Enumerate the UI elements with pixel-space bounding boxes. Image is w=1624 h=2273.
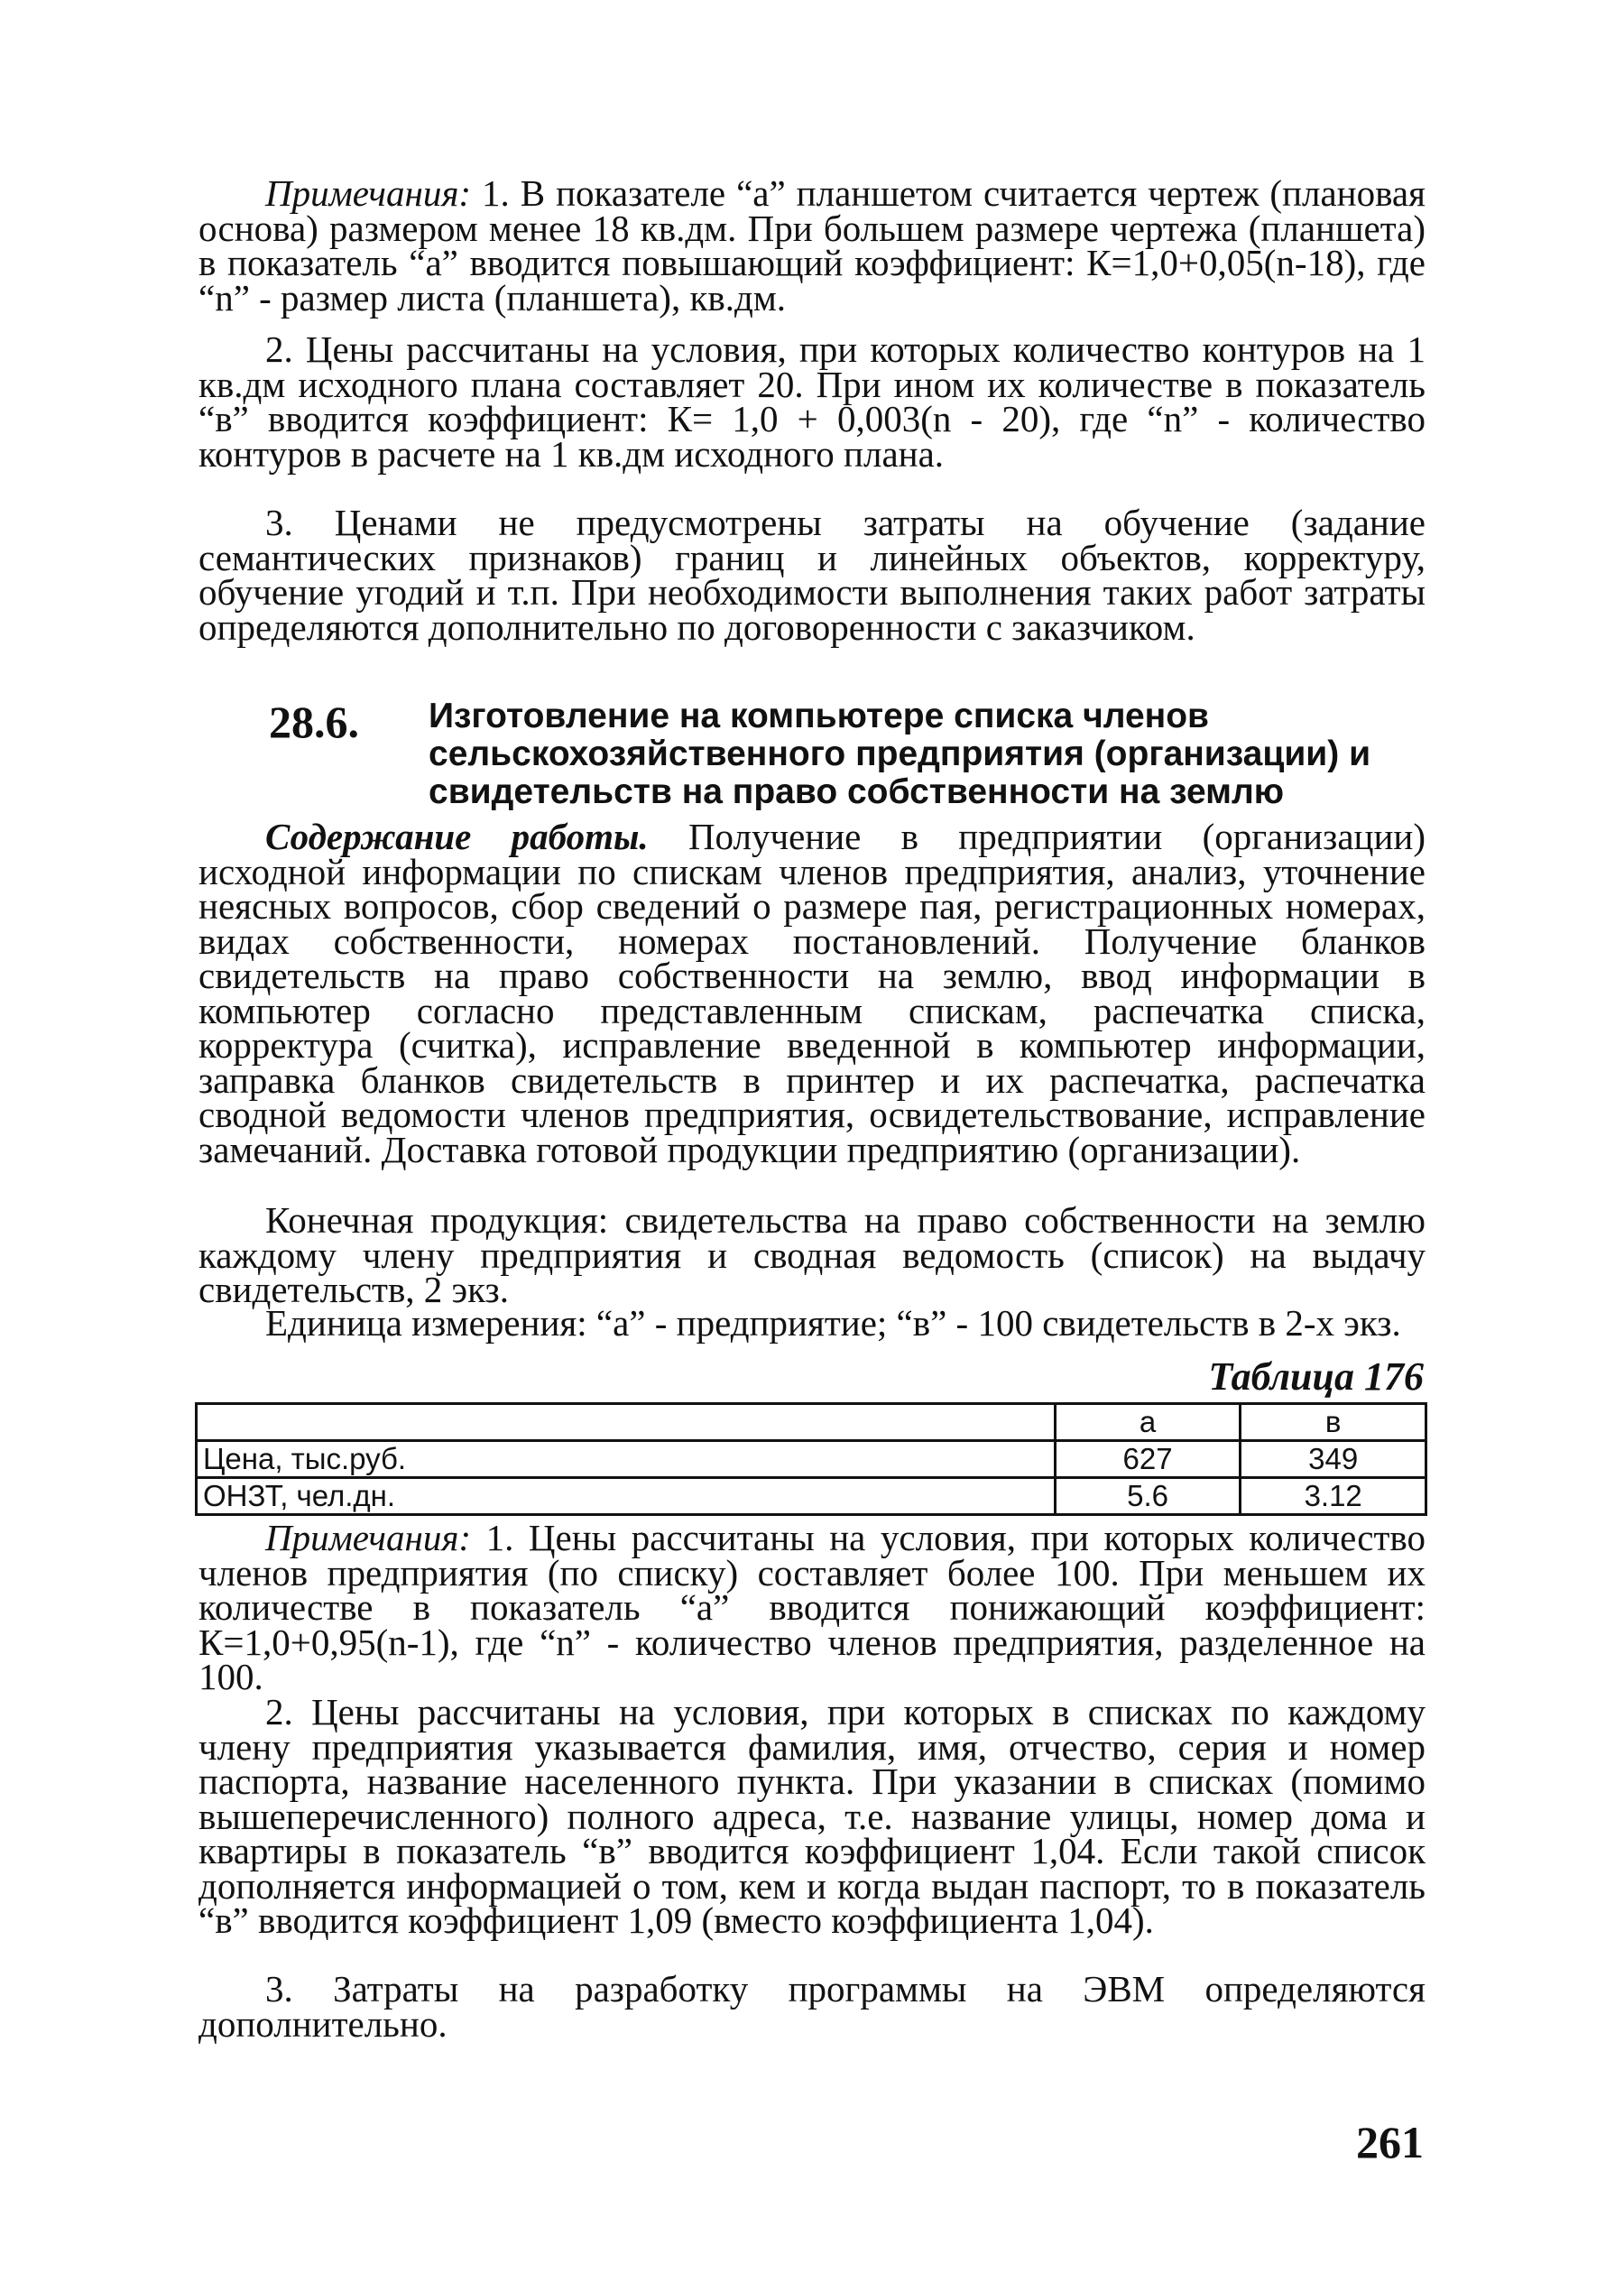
- table-cell: 3.12: [1241, 1478, 1426, 1515]
- notes1-lead: Примечания:: [265, 172, 472, 214]
- table-cell: 627: [1055, 1441, 1241, 1478]
- content-lead: Содержание работы.: [265, 816, 649, 857]
- notes2-paragraph-1: [198, 1517, 1426, 1697]
- notes2-paragraph-3: 3. Затраты на разработку программы на ЭВМ определяются дополнительно.: [198, 1968, 1426, 2045]
- price-table: [195, 1402, 1427, 1516]
- notes1-paragraph-1: [198, 172, 1426, 319]
- table-caption: Таблица 176: [1208, 1354, 1424, 1399]
- section-number: 28.6.: [269, 697, 359, 747]
- table-cell: 349: [1241, 1441, 1426, 1478]
- table-row: [197, 1441, 1426, 1478]
- notes1-paragraph-3: 3. Ценами не предусмотрены затраты на обучение (задание семантических признаков) границ и линейных объектов, корректуру, обучение угодий и т.п. При необходимости выполнения таких работ затраты определяются дополнительно по договоренности с заказчиком.: [198, 502, 1426, 648]
- section-title: Изготовление на компьютере списка членов сельскохозяйственного предприятия (организации) и свидетельств на право собственности на землю: [429, 697, 1371, 811]
- table-header-cell: а: [1055, 1404, 1241, 1441]
- page-number: 261: [1356, 2117, 1424, 2167]
- notes2-lead: Примечания:: [265, 1517, 472, 1558]
- notes2-paragraph-2: 2. Цены рассчитаны на условия, при которых в списках по каждому члену предприятия указывается фамилия, имя, отчество, серия и номер паспорта, название населенного пункта. При указании в списках (помимо вышеперечисленного) полного адреса, т.е. название улицы, номер дома и квартиры в показатель “в” вводится коэффициент 1,04. Если такой список дополняется информацией о том, кем и когда выдан паспорт, то в показатель “в” вводится коэффициент 1,09 (вместо коэффициента 1,04).: [198, 1691, 1426, 1941]
- final-product-paragraph: Конечная продукция: свидетельства на право собственности на землю каждому члену предприятия и сводная ведомость (список) на выдачу свидетельств, 2 экз.: [198, 1199, 1426, 1310]
- table-cell: 5.6: [1055, 1478, 1241, 1515]
- unit-paragraph: Единица измерения: “а” - предприятие; “в” - 100 свидетельств в 2-х экз.: [265, 1302, 1401, 1344]
- table-row-label: Цена, тыс.руб.: [197, 1441, 1056, 1478]
- table-header-cell: в: [1241, 1404, 1426, 1441]
- table-row: [197, 1478, 1426, 1515]
- content-text: Получение в предприятии (организации) исходной информации по спискам членов предприятия, анализ, уточнение неясных вопросов, сбор сведений о размере пая, регистрационных номерах, видах собственности, номерах постановлений. Получение бланков свидетельств на право собственности на землю, ввод информации в компьютер согласно представленным спискам, распечатка списка, корректура (считка), исправление введенной в компьютер информации, заправка бланков свидетельств в принтер и их распечатка, распечатка сводной ведомости членов предприятия, освидетельствование, исправление замечаний. Доставка готовой продукции предприятию (организации).: [198, 816, 1426, 1170]
- notes1-text-1: 1. В показателе “а” планшетом считается чертеж (плановая основа) размером менее 18 кв.дм. При большем размере чертежа (планшета) в показатель “а” вводится повышающий коэффициент: К=1,0+0,05(n-18), где “n” - размер листа (планшета), кв.дм.: [198, 172, 1426, 319]
- notes1-paragraph-2: 2. Цены рассчитаны на условия, при которых количество контуров на 1 кв.дм исходного плана составляет 20. При ином их количестве в показатель “в” вводится коэффициент: К= 1,0 + 0,003(n - 20), где “n” - количество контуров в расчете на 1 кв.дм исходного плана.: [198, 328, 1426, 475]
- notes2-text-1: 1. Цены рассчитаны на условия, при которых количество членов предприятия (по списку) составляет более 100. При меньшем их количестве в показатель “а” вводится понижающий коэффициент: К=1,0+0,95(n-1), где “n” - количество членов предприятия, разделенное на 100.: [198, 1517, 1426, 1697]
- table-header-row: [197, 1404, 1426, 1441]
- content-paragraph: [198, 816, 1426, 1170]
- table-row-label: ОНЗТ, чел.дн.: [197, 1478, 1056, 1515]
- table-header-cell: [197, 1404, 1056, 1441]
